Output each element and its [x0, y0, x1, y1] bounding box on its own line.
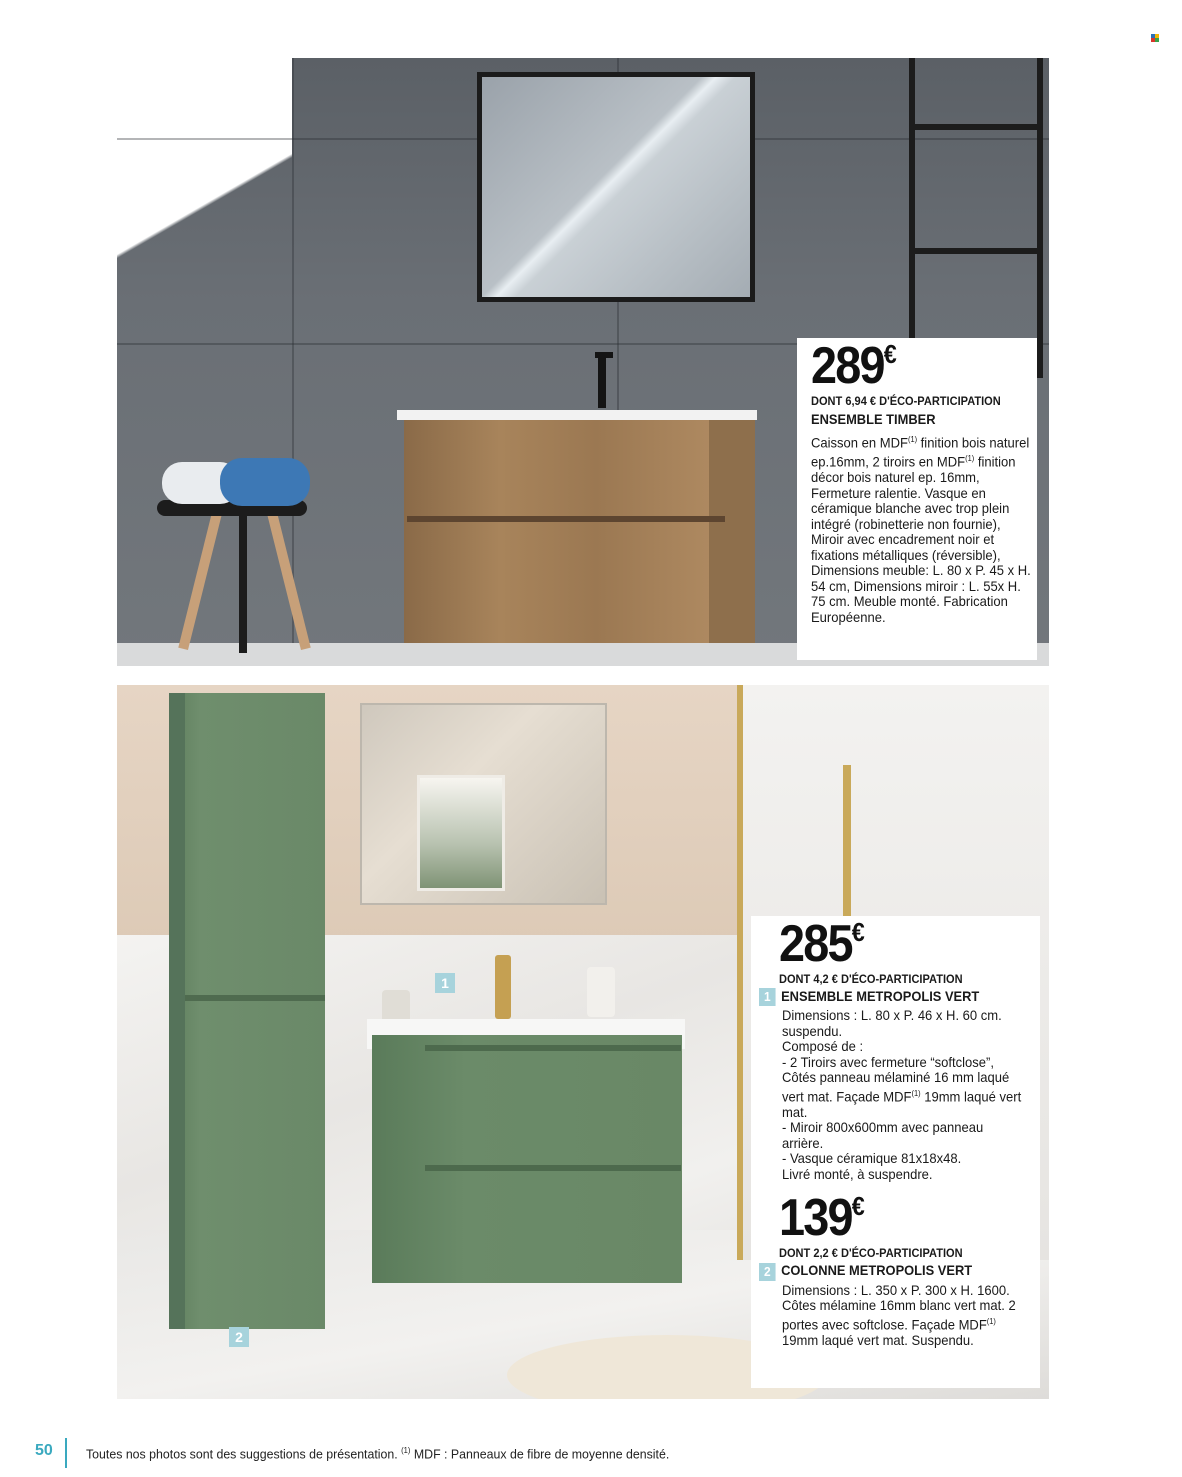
ceramic-basin	[397, 410, 757, 420]
footer-divider	[65, 1438, 67, 1468]
colonne-price: 139€	[779, 1189, 863, 1248]
metropolis-vanity-cabinet	[372, 1035, 682, 1283]
drawer-gap	[425, 1165, 681, 1171]
towel-ladder-rung	[909, 248, 1043, 254]
currency-symbol: €	[851, 1191, 863, 1222]
footnote-marker: (1)	[911, 1088, 921, 1098]
timber-eco-participation: DONT 6,94 € D'ÉCO-PARTICIPATION	[811, 394, 1001, 408]
column-door-gap	[185, 995, 325, 1001]
footnote-marker: (1)	[401, 1446, 411, 1455]
brand-logo-icon	[1151, 34, 1159, 42]
towel-ladder-rung	[909, 124, 1043, 130]
product-number-badge: 2	[759, 1263, 776, 1281]
sink-number-badge: 1	[435, 973, 455, 993]
timber-vanity-cabinet	[404, 420, 724, 646]
black-faucet-spout	[595, 352, 613, 358]
soap-dispenser	[587, 967, 615, 1017]
blue-towel	[220, 458, 310, 506]
footnote-marker: (1)	[965, 454, 975, 464]
towel-ladder	[909, 58, 915, 378]
timber-description: Caisson en MDF$^{(1)}$ finition bois naturel ep.16mm, 2 tiroirs en MDF$^{(1)}$ finition décor bois naturel ep. 16mm, Fermeture ralentie. Vasque en céramique blanche avec trop plein intégré (robinetterie non fournie), Miroir avec encadrement noir et fixations métalliques (réversible), Dimensions meuble: L. 80 x P. 45 x H. 54 cm, Dimensions miroir : L. 55x H. 75 cm. Meuble monté. Fabrication Européenne.	[811, 434, 1031, 625]
stool-leg	[267, 512, 311, 650]
stool-post	[239, 513, 247, 653]
footnote-marker: (1)	[907, 435, 918, 444]
colonne-eco-participation: DONT 2,2 € D'ÉCO-PARTICIPATION	[779, 1246, 963, 1261]
tile-joint	[292, 58, 294, 643]
footnote: Toutes nos photos sont des suggestions de présentation. $^{(1)}$ MDF : Panneaux de fibre de moyenne densité.	[86, 1446, 670, 1462]
towel-ladder	[1037, 58, 1043, 378]
black-faucet	[598, 352, 606, 408]
mirror-reflection-window	[417, 775, 505, 891]
timber-offer-box	[797, 338, 1037, 660]
metropolis-description: Dimensions : L. 80 x P. 46 x H. 60 cm. suspendu. Composé de : - 2 Tiroirs avec fermeture “softclose”, Côtés panneau mélaminé 16 mm laqué vert mat. Façade MDF$^{(1)}$ 19mm laqué vert mat. - Miroir 800x600mm avec panneau arrière. - Vasque céramique 81x18x48. Livré monté, à suspendre.	[782, 1007, 1022, 1182]
page-number: 50	[35, 1442, 53, 1459]
metropolis-offer-box	[751, 916, 1040, 1388]
column-side	[169, 693, 185, 1329]
timber-mirror	[477, 72, 755, 302]
timber-product-name: ENSEMBLE TIMBER	[811, 411, 936, 427]
metropolis-price: 285€	[779, 915, 863, 973]
stool-leg	[178, 512, 222, 650]
metropolis-product-name: 1 ENSEMBLE METROPOLIS VERT	[759, 988, 1018, 1006]
footnote-marker: (1)	[986, 1316, 996, 1326]
drawer-gap	[425, 1045, 681, 1051]
metropolis-eco-participation: DONT 4,2 € D'ÉCO-PARTICIPATION	[779, 972, 963, 986]
timber-cabinet-side	[709, 420, 755, 646]
currency-symbol: €	[883, 339, 895, 369]
colonne-product-name: 2 COLONNE METROPOLIS VERT	[759, 1262, 1018, 1280]
column-number-badge: 2	[229, 1327, 249, 1347]
gold-faucet	[495, 955, 511, 1019]
drawer-groove	[407, 516, 725, 522]
metropolis-column-cabinet	[169, 693, 325, 1329]
timber-price: 289€	[811, 337, 895, 395]
colonne-description: Dimensions : L. 350 x P. 300 x H. 1600. Côtes mélamine 16mm blanc vert mat. 2 portes avec softclose. Façade MDF$^{(1)}$ 19mm laqué vert mat. Suspendu.	[782, 1281, 1016, 1348]
sloped-ceiling	[117, 58, 292, 358]
currency-symbol: €	[851, 917, 863, 947]
product-number-badge: 1	[759, 988, 776, 1006]
